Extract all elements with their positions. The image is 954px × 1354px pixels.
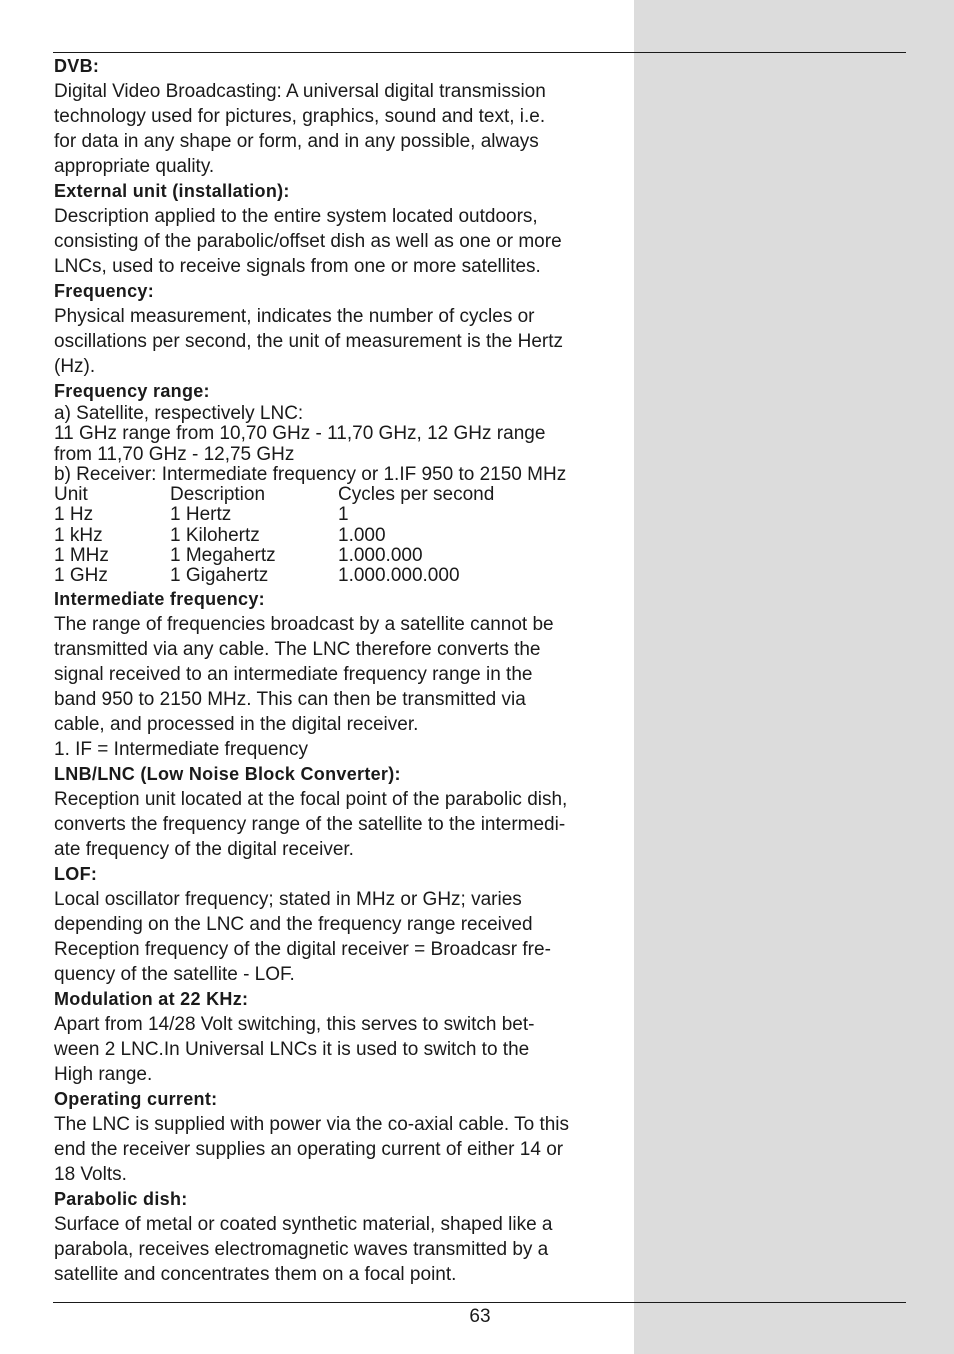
definition-line: ate frequency of the digital receiver. <box>54 838 354 860</box>
top-rule <box>53 52 906 53</box>
column-header-cycles: Cycles per second <box>338 484 495 506</box>
definition-line: band 950 to 2150 MHz. This can then be transmitted via <box>54 688 526 710</box>
definition-line: quency of the satellite - LOF. <box>54 963 295 985</box>
page-number: 63 <box>469 1306 491 1327</box>
bottom-rule <box>53 1302 906 1303</box>
glossary-entry-frequency <box>54 279 624 379</box>
definition-line: 1. IF = Intermediate frequency <box>54 738 308 760</box>
definition-line: consisting of the parabolic/offset dish as well as one or more <box>54 231 562 252</box>
definition-line: Physical measurement, indicates the number of cycles or <box>54 306 535 327</box>
definition-line: transmitted via any cable. The LNC therefore converts the <box>54 638 541 660</box>
table-row <box>54 505 624 525</box>
definition-line: signal received to an intermediate frequency range in the <box>54 663 533 685</box>
definition-line: LNCs, used to receive signals from one or more satellites. <box>54 256 541 277</box>
table-row <box>54 566 624 586</box>
cell-cycles: 1 <box>338 504 349 526</box>
definition-line: from 11,70 GHz - 12,75 GHz <box>54 443 295 465</box>
definition-line: (Hz). <box>54 356 96 377</box>
cell-unit: 1 kHz <box>54 524 103 546</box>
glossary-entry-lof <box>54 862 624 987</box>
term-heading: Frequency range: <box>54 381 210 401</box>
definition-line: ween 2 LNC.In Universal LNCs it is used to switch to the <box>54 1038 530 1060</box>
cell-cycles: 1.000.000.000 <box>338 565 460 587</box>
term-heading: External unit (installation): <box>54 181 290 201</box>
sidebar-gray-panel <box>634 0 954 1354</box>
definition-line: satellite and concentrates them on a focal point. <box>54 1263 457 1285</box>
definition-line: cable, and processed in the digital receiver. <box>54 713 419 735</box>
cell-cycles: 1.000 <box>338 524 386 546</box>
definition-line: The range of frequencies broadcast by a satellite cannot be <box>54 613 554 635</box>
cell-description: 1 Gigahertz <box>170 565 269 587</box>
definition-line: converts the frequency range of the satellite to the intermedi- <box>54 813 566 835</box>
definition-line: Reception unit located at the focal point of the parabolic dish, <box>54 788 568 810</box>
definition-line: appropriate quality. <box>54 156 215 177</box>
term-heading: Parabolic dish: <box>54 1188 188 1209</box>
glossary-entry-external-unit <box>54 179 624 279</box>
term-heading: DVB: <box>54 56 100 76</box>
glossary-entry-operating-current <box>54 1087 624 1187</box>
glossary-entry-frequency-range <box>54 379 624 587</box>
column-header-description: Description <box>170 484 266 506</box>
glossary-entry-intermediate-frequency <box>54 587 624 762</box>
definition-line: High range. <box>54 1063 153 1085</box>
cell-description: 1 Megahertz <box>170 545 276 567</box>
cell-cycles: 1.000.000 <box>338 545 423 567</box>
definition-line: a) Satellite, respectively LNC: <box>54 403 304 424</box>
glossary-entry-lnb-lnc <box>54 762 624 862</box>
definition-line: Local oscillator frequency; stated in MHz or GHz; varies <box>54 888 522 910</box>
unit-table-header <box>54 485 624 505</box>
definition-line: Surface of metal or coated synthetic material, shaped like a <box>54 1213 553 1235</box>
glossary-entry-parabolic-dish <box>54 1187 624 1287</box>
definition-line: 18 Volts. <box>54 1163 127 1185</box>
cell-description: 1 Kilohertz <box>170 524 260 546</box>
definition-line: technology used for pictures, graphics, sound and text, i.e. <box>54 106 546 127</box>
term-heading: Frequency: <box>54 281 155 301</box>
definition-line: depending on the LNC and the frequency range received <box>54 913 533 935</box>
term-heading: Intermediate frequency: <box>54 588 265 609</box>
definition-line: oscillations per second, the unit of measurement is the Hertz <box>54 331 564 352</box>
glossary-content <box>54 54 624 1287</box>
glossary-entry-dvb <box>54 54 624 179</box>
glossary-entry-modulation <box>54 987 624 1087</box>
cell-description: 1 Hertz <box>170 504 232 526</box>
cell-unit: 1 GHz <box>54 565 108 587</box>
definition-line: parabola, receives electromagnetic waves transmitted by a <box>54 1238 549 1260</box>
column-header-unit: Unit <box>54 484 88 506</box>
definition-line: for data in any shape or form, and in any possible, always <box>54 131 539 152</box>
definition-line: Digital Video Broadcasting: A universal digital transmission <box>54 81 546 102</box>
unit-table <box>54 485 624 586</box>
definition-line: b) Receiver: Intermediate frequency or 1.IF 950 to 2150 MHz <box>54 463 567 485</box>
cell-unit: 1 Hz <box>54 504 94 526</box>
cell-unit: 1 MHz <box>54 545 109 567</box>
definition-line: The LNC is supplied with power via the co-axial cable. To this <box>54 1113 570 1135</box>
term-heading: LNB/LNC (Low Noise Block Converter): <box>54 763 401 784</box>
term-heading: Operating current: <box>54 1088 218 1109</box>
definition-line: Reception frequency of the digital receiver = Broadcasr fre- <box>54 938 551 960</box>
table-row <box>54 526 624 546</box>
term-heading: LOF: <box>54 863 98 884</box>
definition-line: 11 GHz range from 10,70 GHz - 11,70 GHz, 12 GHz range <box>54 423 546 445</box>
term-heading: Modulation at 22 KHz: <box>54 988 249 1009</box>
definition-line: Apart from 14/28 Volt switching, this serves to switch bet- <box>54 1013 535 1035</box>
definition-line: end the receiver supplies an operating current of either 14 or <box>54 1138 564 1160</box>
table-row <box>54 546 624 566</box>
definition-line: Description applied to the entire system located outdoors, <box>54 206 538 227</box>
